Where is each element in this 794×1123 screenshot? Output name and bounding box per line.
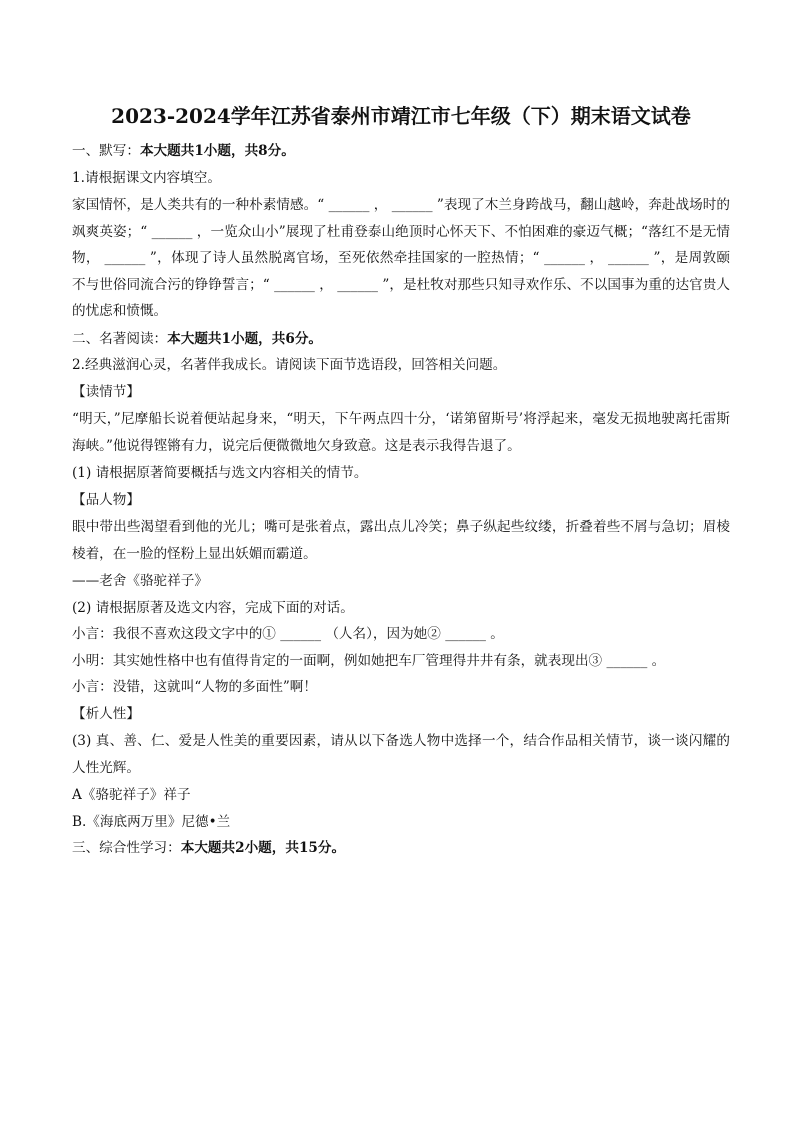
section-3-desc: 本大题共2小题，共15分。 bbox=[180, 840, 346, 856]
sub-question-3: (3) 真、善、仁、爱是人性美的重要因素，请从以下备选人物中选择一个，结合作品相关情节，谈一谈闪耀的人性光辉。 bbox=[72, 733, 730, 776]
heading-read-plot: 【读情节】 bbox=[72, 383, 140, 400]
passage-1: “明天，”尼摩船长说着便站起身来，“明天，下午两点四十分，‘诺第留斯号’将浮起来，毫发无损地驶离托雷斯海峡。”他说得铿锵有力，说完后便微微地欠身致意。这是表示我得告退了。 bbox=[72, 411, 730, 454]
question-1-prompt: 1.请根据课文内容填空。 bbox=[72, 169, 221, 186]
question-1-text: 家国情怀，是人类共有的一种朴素情感。“ ______ ， ______ ”表现了木兰身跨战马，翻山越岭，奔赴战场时的飒爽英姿；“ ______ ，一览众山小”展现了杜甫登泰山绝顶时心怀天下、不怕困难的豪迈气概；“落红不是无情物， ______ ”，体现了诗人虽然脱离官场，至死依然牵挂国家的一腔热情；“ ______ ， ______ ”，是周敦颐不与世俗同流合污的铮铮誓言；“ ______ ， ______ ”，是杜牧对那些只知寻欢作乐、不以国事为重的达官贵人的忧虑和愤慨。 bbox=[72, 197, 730, 319]
exam-title: 2023-2024学年江苏省泰州市靖江市七年级（下）期末语文试卷 bbox=[111, 104, 691, 128]
sub-question-1: (1) 请根据原著简要概括与选文内容相关的情节。 bbox=[72, 465, 368, 481]
section-3-label: 三、综合性学习： bbox=[72, 840, 181, 856]
sub-question-2: (2) 请根据原著及选文内容，完成下面的对话。 bbox=[72, 599, 354, 616]
section-2-header bbox=[72, 327, 730, 351]
option-a: A《骆驼祥子》祥子 bbox=[72, 787, 191, 803]
dialogue-line-1: 小言：我很不喜欢这段文字中的① ______ （人名），因为她② ______ 。 bbox=[72, 626, 504, 642]
option-b: B.《海底两万里》尼德•兰 bbox=[72, 813, 231, 830]
section-1-header bbox=[72, 139, 730, 163]
section-2-label: 二、名著阅读： bbox=[72, 330, 168, 347]
dialogue-line-3: 小言：没错，这就叫“人物的多面性”啊！ bbox=[72, 679, 317, 695]
section-1-desc: 本大题共1小题，共8分。 bbox=[139, 143, 295, 159]
passage-2: 眼中带出些渴望看到他的光儿；嘴可是张着点，露出点儿冷笑；鼻子纵起些纹缕，折叠着些不屑与急切；眉棱棱着，在一脸的怪粉上显出妖媚而霸道。 bbox=[72, 519, 730, 562]
section-3-header bbox=[72, 836, 730, 860]
section-1-label: 一、默写： bbox=[72, 143, 140, 159]
section-2-desc: 本大题共1小题，共6分。 bbox=[167, 330, 323, 347]
heading-character: 【品人物】 bbox=[72, 491, 140, 508]
question-2-prompt: 2.经典滋润心灵，名著伴我成长。请阅读下面节选语段，回答相关问题。 bbox=[72, 357, 507, 373]
dialogue-line-2: 小明：其实她性格中也有值得肯定的一面啊，例如她把车厂管理得井井有条，就表现出③ ______ 。 bbox=[72, 652, 666, 669]
heading-analyze: 【析人性】 bbox=[72, 705, 140, 722]
passage-source: ——老舍《骆驼祥子》 bbox=[72, 573, 208, 589]
